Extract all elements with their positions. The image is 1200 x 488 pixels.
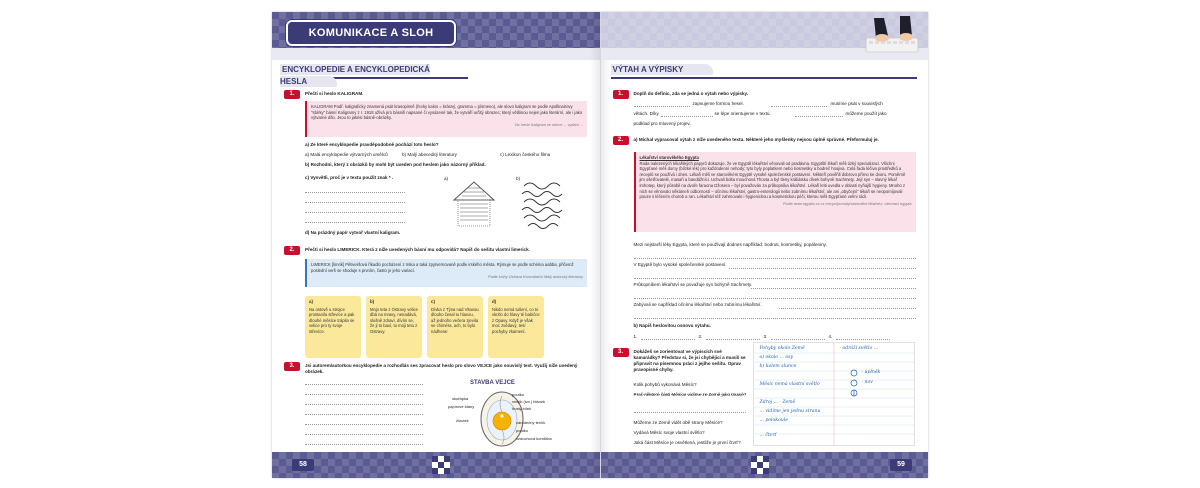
option-b[interactable]: b) Malý abeceditý literatury bbox=[402, 152, 457, 157]
fill-blank[interactable] bbox=[661, 116, 713, 117]
box-text: Rada nalezených lékařských papyrů dokazuje, že ve Egyptě lékařství věnovali od pradávna. Egyptští lékaři měli úzký specializaci. Všichni Egypťané měli domy (blízké lék) pro každodenní nehody; tyto byly poplatkem nebo kosmetiky a bodreč hnojiva. Celá řada léčiva prostředků a receptů se používá i dnes. Lékaři měli ve starověkém Egyptě vysoké společenské postavení. Někteří pověřili dobrovo přímo ke dvoru. Poměrně jim ošetřovatelé, masaři a bandážníci. Uchvali bolta mouchová Thovta a byl tleny králiátsku dívek bohyně Sachmety. Její syn – slavný lékař imhotep, který působil na dvoře faraona Džosera – byl považován za průkopníka lékařství. Lékaři kriti uvedla v oblasti nyňajší hygieny. Mnoho z nich se věnovalo někámeh odborností – očnímu lékařství, gastro-enterologii nebo zubnímu lékařství; ale ani „obyčejní" lékaři se neopomíjovali pouze s léčením chorob a ran. Lékařství též zahrnovalo i hygienickou a kosmetickou péči, kterou měli Egypťané velmi rádi. bbox=[639, 160, 906, 200]
handwritten-note: - nov bbox=[861, 380, 873, 385]
egypt-text-box bbox=[634, 152, 916, 232]
logo-cell bbox=[444, 456, 450, 462]
handwritten-note: a) okolo ... osy bbox=[759, 355, 794, 360]
definition-fragment: zapsujeme formou hesel. bbox=[692, 101, 744, 106]
figure-b-label: b) bbox=[516, 176, 521, 181]
definition-fragment: musíme psát v souvislých bbox=[830, 101, 883, 106]
kaligram-definition-box bbox=[305, 101, 587, 137]
definition-fragment: se lépe orientujeme v textu. bbox=[714, 111, 771, 116]
answer-line[interactable] bbox=[634, 258, 916, 259]
handwritten-note: Zdroj ... - Země bbox=[759, 400, 796, 405]
exercise-title: Jsi autorem/autorkou encyklopedie a rozhodlás ses zpracovat heslo pro slovo VEJCE jako souvislý text. Využij níže uvedený obrázek. bbox=[305, 363, 578, 374]
poem-text: Nikdo nemá tušení, co to vlezlo do hlavy té babičce z Opavy. Když je však moc zvědavý, tesí pochyby zkamení. bbox=[492, 306, 540, 334]
exercise-title: Přečti si heslo LIMERICK. Která z níže uvedených básní mu odpovídá? Napiš do sešitu vlastní limerick. bbox=[305, 247, 530, 252]
poem-text: Dívka z Týna nad Vltavou dlouho česal tu hlavou, až jednoho večera zjevila se chiméra, ach, to bylo nádhera! bbox=[431, 306, 479, 334]
option-a[interactable]: a) Malá encyklopedie výtvarných umělců bbox=[305, 152, 388, 157]
answer-line[interactable] bbox=[634, 412, 746, 413]
poem-label: a) bbox=[309, 299, 313, 304]
option-c[interactable]: c) Lexikon českého filmu bbox=[500, 152, 551, 157]
egg-label: žloutek bbox=[456, 418, 469, 423]
exercise-number: 2. bbox=[284, 246, 300, 255]
handwritten-note: - odráží světlo ... bbox=[839, 346, 879, 351]
box-source: Podle www.egyptis.cz.cz encycl/pomalý/starověké lékařství, otevírací egypta bbox=[782, 201, 912, 206]
outline-line[interactable] bbox=[771, 339, 825, 340]
handwritten-note: ... vidíme jen jednu stranu bbox=[759, 409, 821, 414]
handwritten-note: ... čtvrť bbox=[759, 433, 777, 438]
exercise-title: Přečti si heslo KALIGRAM. bbox=[305, 91, 364, 96]
outline-number: 3. bbox=[763, 334, 768, 339]
answer-line[interactable] bbox=[305, 444, 423, 445]
outline-number: 2. bbox=[698, 334, 703, 339]
answer-line[interactable] bbox=[779, 308, 916, 309]
left-page bbox=[272, 12, 601, 478]
statement: Mezi nejstarší léky Egypta, které se používají dodnes například: bodruti, kosmetiky, popáleniny. bbox=[633, 242, 827, 247]
page-number: 59 bbox=[890, 459, 912, 471]
egg-label: vnější (tzv.) blánek bbox=[512, 399, 546, 404]
handwritten-note: Pohyby okolo Země bbox=[759, 346, 805, 351]
handwritten-note: - úplněk bbox=[861, 370, 881, 375]
statement: Průkopníkem lékařství se považuje syn bohyně Sachmety. bbox=[633, 282, 753, 287]
handwritten-note: ... polokoule bbox=[759, 418, 788, 423]
page-number: 58 bbox=[292, 459, 314, 471]
handwritten-note: b) kolem slunce bbox=[759, 364, 797, 369]
header-fade bbox=[272, 48, 600, 60]
egg-label: husty bílek bbox=[512, 406, 532, 411]
answer-line[interactable] bbox=[305, 384, 423, 385]
notebook-excerpt bbox=[753, 342, 915, 446]
answer-line[interactable] bbox=[305, 222, 405, 223]
egg-label: vzduchová komůrka bbox=[516, 436, 552, 441]
question: Kolik pohybů vykonává Měsíc? bbox=[633, 382, 697, 387]
exercise-number: 1. bbox=[284, 90, 300, 99]
fill-blank[interactable] bbox=[771, 106, 827, 107]
logo-cell bbox=[763, 468, 769, 474]
poem-card[interactable] bbox=[427, 296, 483, 358]
answer-line[interactable] bbox=[634, 318, 916, 319]
poem-text: Na ostově u strojce prostanila střevíce a pak dlouhé měsíce trápila se velice pro ty svoje střevíce. bbox=[309, 306, 355, 334]
egg-label: skořápka bbox=[452, 396, 469, 401]
exercise-title: Dokážeš se zorientovat ve výpiscích své kamarádky? Představ si, že jsi chybějicí a musíš se připravit na písemnou práci z jejího sešitu. Oprav pravopisné chyby. bbox=[633, 349, 746, 372]
definition-text: KALIGRAM Podř. kaligraficky znamená psát krasopisně (řecky kalos = krásný, gramma = písmeno), ale slovo kaligram se podle Apollinairovy "sbírky" básní Kaligramy z r. 1918 užívá pro básnifi napsané či vysázené tak, že vytváří určitý obrazec; který většinou nejen jako literární, ale i jako výtvarné dílo. Jsou to jakési básně-obrázky. bbox=[311, 104, 583, 121]
answer-line[interactable] bbox=[305, 434, 423, 435]
definition-source: Viz heslo Kaligram ve sbírce ... vydání ... bbox=[514, 122, 583, 127]
keyboard-hands-image bbox=[862, 14, 922, 54]
definition-fragment: můžeme použít jako bbox=[845, 111, 887, 116]
outline-line[interactable] bbox=[836, 339, 890, 340]
question: Můžeme ze Země vidět obě strany Měsíce? bbox=[633, 420, 723, 425]
logo-cell bbox=[444, 468, 450, 474]
exercise-number: 3. bbox=[284, 362, 300, 371]
egg-label: poutko bbox=[512, 392, 525, 397]
exercise-number: 2. bbox=[613, 136, 629, 145]
outline-line[interactable] bbox=[641, 339, 695, 340]
question-d: d) Na prázdný papír vytvoř vlastní kaligram. bbox=[305, 230, 401, 235]
question: Jaká část Měsíce je osvětlená, jestliže je první čtvrť? bbox=[633, 440, 741, 445]
right-page bbox=[601, 12, 929, 478]
question-a: a) Ze které encyklopedie pravděpodobně pochází toto heslo? bbox=[305, 142, 439, 147]
box-title: Lékařství starověkého Egypta bbox=[639, 155, 699, 160]
limerick-definition-box bbox=[305, 259, 587, 287]
poem-label: b) bbox=[370, 299, 375, 304]
poem-text: Mojo teta z Ostravy velice dbá na mravy, nenadává, slušně zdraví, dívím se, že ji to baví, tu moji tetu z Ostravy. bbox=[370, 306, 418, 334]
tak-logo bbox=[432, 456, 450, 474]
logo-cell bbox=[751, 468, 757, 474]
statement: Zabývali se například očnímu lékařství nebo zubnímu lékařství. bbox=[633, 302, 762, 307]
poem-card[interactable] bbox=[488, 296, 544, 358]
answer-line[interactable] bbox=[729, 268, 916, 269]
egg-label: papírové blány bbox=[448, 404, 475, 409]
fill-blank[interactable] bbox=[634, 106, 690, 107]
poem-label: d) bbox=[492, 299, 497, 304]
poem-label: c) bbox=[431, 299, 435, 304]
calligram-script-image bbox=[520, 178, 566, 230]
exercise-number: 1. bbox=[613, 90, 629, 99]
answer-line[interactable] bbox=[634, 298, 916, 299]
logo-cell bbox=[763, 456, 769, 462]
section-title-text: VÝTAH A VÝPISKY bbox=[611, 64, 714, 75]
answer-line[interactable] bbox=[305, 404, 423, 405]
definition-fragment: větách. Díky bbox=[633, 111, 659, 116]
answer-line[interactable] bbox=[305, 192, 405, 193]
calligram-house-image bbox=[448, 178, 500, 230]
poem-card[interactable] bbox=[366, 296, 422, 358]
exercise-number: 3. bbox=[613, 348, 629, 357]
outline-number: 4. bbox=[828, 334, 833, 339]
tak-logo bbox=[751, 456, 769, 474]
question: Vydává Měsíc svoje vlastní světlo? bbox=[633, 430, 705, 435]
answer-line[interactable] bbox=[305, 394, 423, 395]
egg-label: poutko bbox=[516, 428, 529, 433]
answer-line[interactable] bbox=[305, 202, 405, 203]
answer-line[interactable] bbox=[634, 278, 916, 279]
egg-label: zárodečný terčík bbox=[516, 420, 546, 425]
definition-fragment: podklad pro mluvený projev. bbox=[633, 121, 691, 126]
section-title bbox=[280, 64, 468, 86]
question-b: b) Napiš heslovitou osnovu výtahu. bbox=[633, 323, 711, 328]
section-title bbox=[611, 64, 917, 79]
answer-line[interactable] bbox=[305, 212, 405, 213]
answer-line[interactable] bbox=[305, 414, 423, 415]
handwritten-note: Měsíc nemá vlastní světlo bbox=[759, 382, 820, 387]
figure-a-label: a) bbox=[444, 176, 449, 181]
outline-number: 1. bbox=[633, 334, 638, 339]
definition-source: Podle knihy Ostrava Konzultační Malý autorský literatury bbox=[488, 275, 583, 280]
question-c: c) Vysvětli, proč je v textu použit znak * . bbox=[305, 175, 394, 180]
question-a: a) Michal vypracoval výtah z níže uvedeného textu. Některé jeho myšlenky nejsou úplně správné. Přeformuluj je. bbox=[633, 137, 879, 142]
logo-cell bbox=[432, 468, 438, 474]
question: Proč některé části Měsíce vidíme ze Země jako tmavé? bbox=[633, 392, 747, 397]
exercise-title: Doplň do definic, zda se jedná o výtah nebo výpisky. bbox=[633, 91, 749, 96]
egg-diagram-title: STAVBA VEJCE bbox=[470, 380, 515, 386]
outline-line[interactable] bbox=[706, 339, 760, 340]
poem-card[interactable] bbox=[305, 296, 361, 358]
answer-line[interactable] bbox=[751, 288, 916, 289]
fill-blank[interactable] bbox=[795, 116, 843, 117]
answer-line[interactable] bbox=[305, 424, 423, 425]
question-b: b) Rozhodni, který z obrázků by mohl být uveden pod heslem jako názorný příklad. bbox=[305, 162, 486, 167]
statement: V Egyptě bylo vysoké společenské postavení. bbox=[633, 262, 727, 267]
chapter-title: KOMUNIKACE A SLOH bbox=[286, 20, 456, 46]
section-title-text: ENCYKLOPEDIE A ENCYKLOPEDICKÁ HESLA bbox=[280, 65, 430, 86]
definition-text: LIMERICK [limrik] Pětiveršová říkadlo pocházení z Irska a taká zpytvernovaně podle irského města. Rýmuje se podle schéma aabba, přičemž poslední verš se shoduje s prvním, často je jeho variací. bbox=[311, 262, 574, 273]
book-spread bbox=[272, 12, 928, 478]
